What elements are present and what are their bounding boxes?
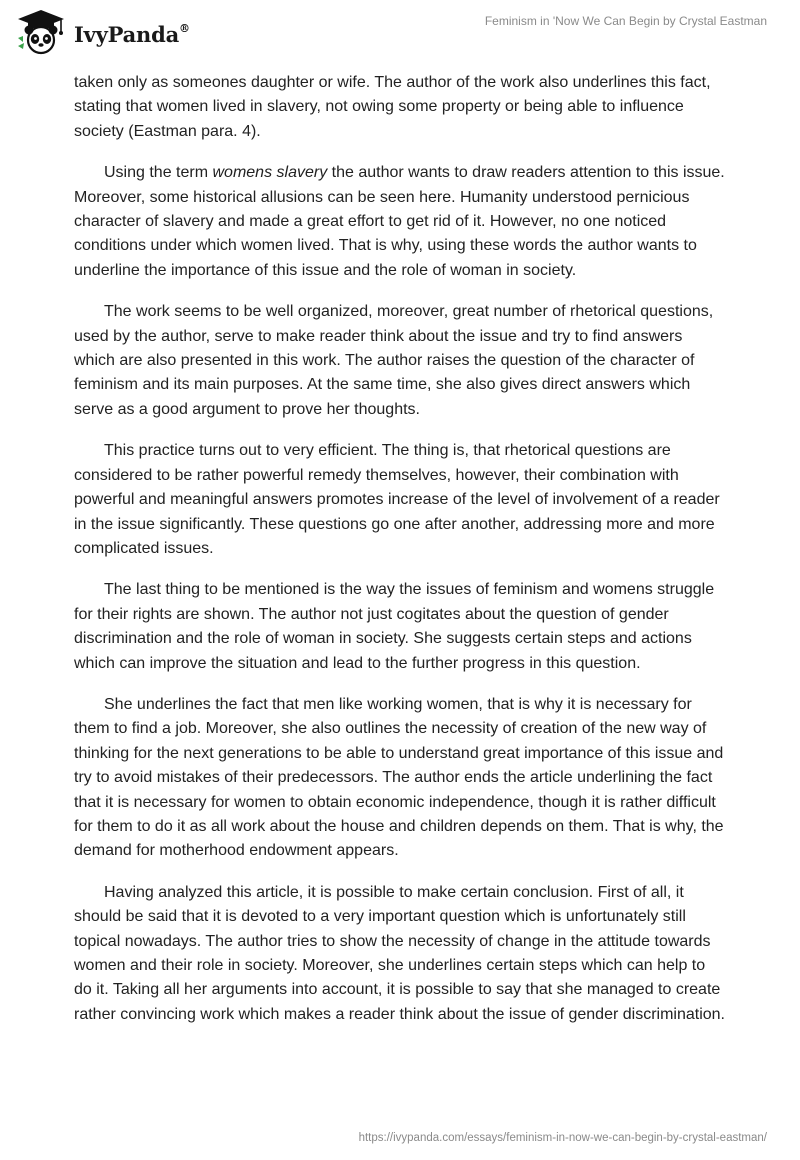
source-url[interactable]: https://ivypanda.com/essays/feminism-in-now-we-can-begin-by-crystal-eastman/ (358, 1132, 767, 1144)
panda-graduate-icon (14, 8, 68, 56)
essay-body (74, 71, 726, 1044)
emphasis-term: womens slavery (212, 164, 328, 182)
paragraph-3: The work seems to be well organized, moreover, great number of rhetorical questions, used by the author, serve to make reader think about the issue and try to find answers which are also presented in this work. The author raises the question of the character of feminism and its main purposes. At the same time, she also gives direct answers which serve as a good argument to prove her thoughts. (74, 303, 714, 418)
page-header (0, 0, 800, 70)
document-title: Feminism in 'Now We Can Begin by Crystal Eastman (484, 14, 767, 28)
paragraph-7: Having analyzed this article, it is possible to make certain conclusion. First of all, it should be said that it is devoted to a very important question which is unfortunately still topical nowadays. The author tries to show the necessity of change in the attitude towards women and their role in society. Moreover, she underlines certain steps which can help to do it. Taking all her arguments into account, it is possible to say that she managed to create rather convincing work which makes a reader think about the issue of gender discrimination. (74, 883, 725, 1023)
paragraph-4: This practice turns out to very efficient. The thing is, that rhetorical questions are considered to be rather powerful remedy themselves, however, their combination with powerful and meaningful answers promotes increase of the level of involvement of a reader in the issue significantly. These questions go one after another, addressing more and more complicated issues. (74, 442, 720, 557)
paragraph-5: The last thing to be mentioned is the way the issues of feminism and womens struggle for their rights are shown. The author not just cogitates about the question of gender discrimination and the role of woman in society. She suggests certain steps and actions which can improve the situation and lead to the further progress in this question. (74, 581, 715, 672)
brand-name: IvyPanda® (74, 21, 190, 47)
paragraph-2: Using the term womens slavery the author wants to draw readers attention to this issue. Moreover, some historical allusions can be seen here. Humanity understood pernicious character of slavery and made a great effort to get rid of it. However, no one noticed conditions under which women lived. That is why, using these words the author wants to underline the importance of this issue and the role of woman in society. (74, 164, 725, 279)
paragraph-6: She underlines the fact that men like working women, that is why it is necessary for them to find a job. Moreover, she also outlines the necessity of creation of the new way of thinking for the next generations to be able to understand great importance of this issue and try to avoid mistakes of their predecessors. The author ends the article underlining the fact that it is necessary for women to obtain economic independence, though it is rather difficult for them to do it as all work about the house and children depends on them. That is why, the demand for motherhood endowment appears. (74, 695, 724, 860)
paragraph-1: taken only as someones daughter or wife. The author of the work also underlines this fact, stating that women lived in slavery, not owing some property or being able to influence society (Eastman para. 4). (74, 74, 711, 140)
brand-logo[interactable] (14, 8, 190, 56)
